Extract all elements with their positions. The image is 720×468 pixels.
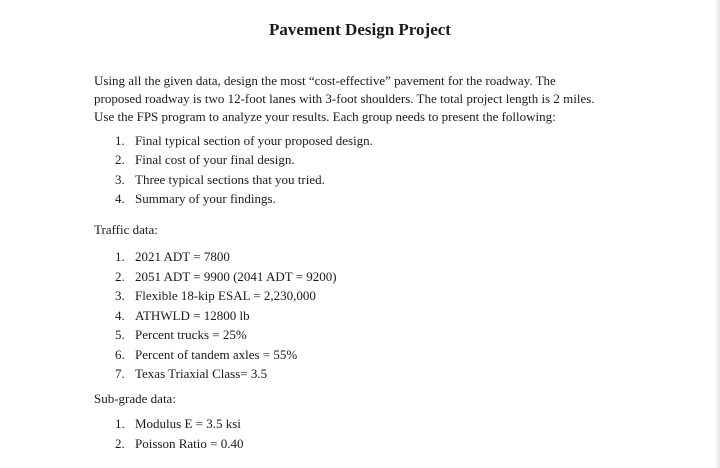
list-number: 2. — [115, 152, 125, 168]
list-text: Final typical section of your proposed design. — [135, 133, 373, 148]
list-text: Three typical sections that you tried. — [135, 171, 325, 187]
list-text: Poisson Ratio = 0.40 — [135, 436, 244, 451]
list-number: 1. — [115, 249, 125, 264]
list-item — [115, 170, 373, 189]
list-item — [115, 267, 337, 287]
list-text: Summary of your findings. — [135, 190, 276, 206]
list-text: Percent of tandem axles = 55% — [135, 346, 298, 362]
list-number: 4. — [115, 307, 125, 323]
list-number: 1. — [115, 133, 125, 148]
list-item — [115, 286, 337, 306]
list-item — [115, 131, 373, 150]
list-item — [115, 247, 337, 267]
list-item — [115, 306, 337, 326]
list-item — [115, 325, 337, 345]
list-number: 3. — [115, 171, 125, 187]
list-text: Flexible 18-kip ESAL = 2,230,000 — [135, 288, 316, 303]
deliverables-list — [115, 131, 373, 208]
intro-line: Use the FPS program to analyze your results. Each group needs to present the following: — [94, 109, 556, 124]
list-number: 1. — [115, 416, 125, 431]
list-item — [115, 345, 337, 365]
intro-line: Using all the given data, design the most “cost-effective” pavement for the roadway. The — [94, 73, 556, 88]
intro-paragraph — [94, 72, 674, 126]
list-text: Percent trucks = 25% — [135, 327, 247, 342]
list-text: 2051 ADT = 9900 (2041 ADT = 9200) — [135, 268, 337, 284]
page-title: Pavement Design Project — [269, 20, 451, 39]
list-text: 2021 ADT = 7800 — [135, 249, 230, 264]
traffic-data-list — [115, 247, 337, 384]
subgrade-data-list — [115, 414, 243, 454]
list-text: ATHWLD = 12800 lb — [135, 307, 250, 323]
list-text: Texas Triaxial Class= 3.5 — [135, 366, 268, 381]
list-number: 5. — [115, 327, 125, 342]
page-edge-shadow — [714, 0, 720, 468]
list-number: 2. — [115, 268, 125, 284]
intro-line: proposed roadway is two 12-foot lanes with 3-foot shoulders. The total project length is 2 miles. — [94, 91, 595, 106]
list-item — [115, 434, 243, 454]
traffic-data-heading: Traffic data: — [94, 222, 158, 237]
list-item — [115, 189, 373, 208]
subgrade-data-heading: Sub-grade data: — [94, 391, 176, 406]
list-number: 6. — [115, 346, 125, 362]
list-item — [115, 414, 243, 434]
list-number: 2. — [115, 436, 125, 451]
list-number: 3. — [115, 288, 125, 303]
list-text: Final cost of your final design. — [135, 152, 295, 168]
list-number: 4. — [115, 190, 125, 206]
list-text: Modulus E = 3.5 ksi — [135, 416, 241, 431]
list-item — [115, 364, 337, 384]
list-number: 7. — [115, 366, 125, 381]
list-item — [115, 150, 373, 169]
